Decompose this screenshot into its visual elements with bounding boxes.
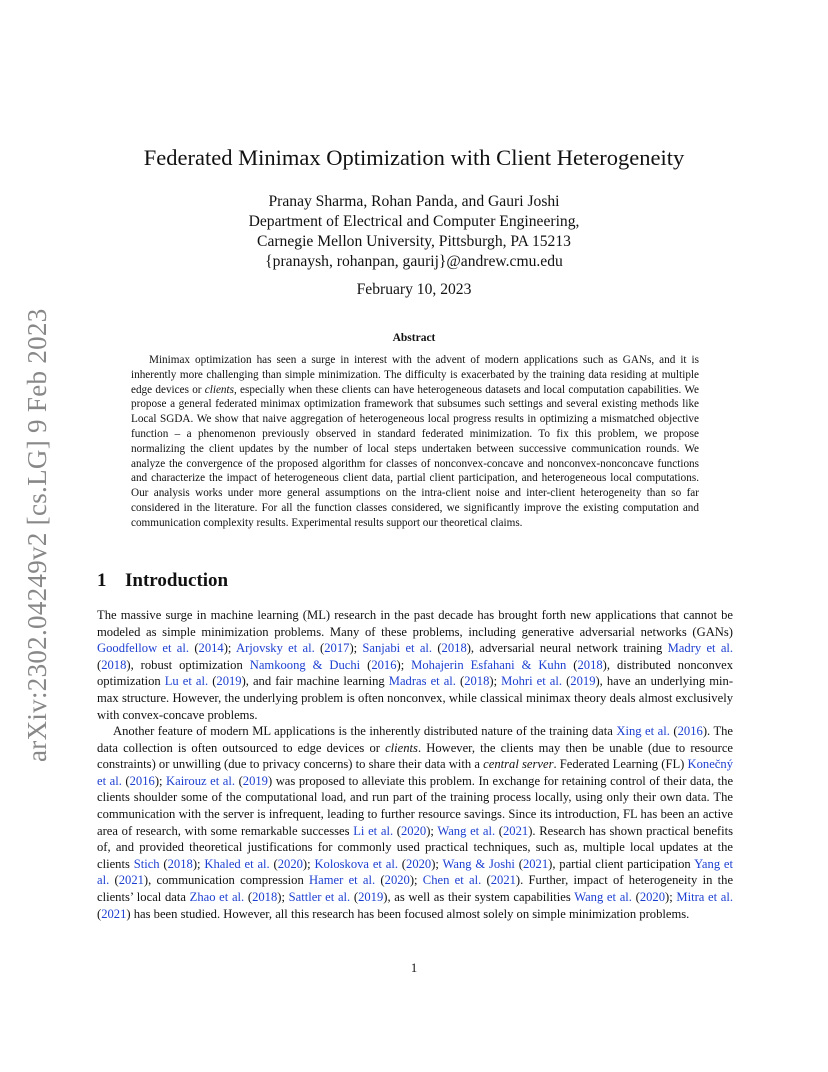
paragraph-text: ( <box>514 856 523 871</box>
paragraph-text: ( <box>397 856 407 871</box>
paragraph-text: ( <box>244 889 253 904</box>
paragraph-text: ); <box>192 856 205 871</box>
paragraph-text: ); <box>489 674 502 689</box>
intro-paragraph-1 <box>97 607 733 723</box>
citation-link[interactable]: Madry et al. <box>667 641 734 656</box>
paragraph-text: ( <box>455 674 465 689</box>
paragraph-text: ). Further, impact of heterogeneity in the clients’ local data <box>97 873 734 904</box>
paragraph-text: ); <box>396 657 412 672</box>
paragraph-text: ), distributed nonconvex optimization <box>97 657 734 689</box>
citation-link[interactable]: 2019 <box>358 889 384 904</box>
paragraph-text: The massive surge in machine learning (ML) research in the past decade has brought forth new applications that cannot be modeled as simple minimization problems. Many of these problems, including generative adversarial networks (GANs) <box>97 608 733 639</box>
paragraph-text: Another feature of modern ML applications is the inherently distributed nature of the training data <box>113 724 617 738</box>
emphasis-text: central server <box>483 757 554 772</box>
paragraph-text: ); <box>154 773 167 788</box>
paragraph-text: ( <box>669 724 678 738</box>
citation-link[interactable]: Konečný et al. <box>97 757 733 788</box>
abstract-emphasis: clients <box>204 383 234 396</box>
citation-link[interactable]: Mitra et al. <box>676 889 734 904</box>
citation-link[interactable]: 2017 <box>324 641 350 656</box>
paragraph-text: ); <box>665 889 677 904</box>
citation-link[interactable]: 2014 <box>198 641 224 656</box>
citation-link[interactable]: Mohajerin Esfahani & Kuhn <box>411 657 567 672</box>
paragraph-text: ); <box>431 856 443 871</box>
affiliation-department: Department of Electrical and Computer Engineering, <box>248 213 580 230</box>
citation-link[interactable]: Zhao et al. <box>189 889 245 904</box>
citation-link[interactable]: 2018 <box>167 856 193 871</box>
citation-link[interactable]: Hamer et al. <box>309 873 376 888</box>
abstract-text-part: Minimax optimization has seen a surge in interest with the advent of modern applications such as GANs, and it is inherently more challenging than simple minimization. The difficulty is exacerbated by the training data residing at multiple edge devices or <box>131 354 699 396</box>
citation-link[interactable]: Arjovsky et al. <box>236 641 315 656</box>
citation-link[interactable]: 2016 <box>677 724 703 738</box>
paragraph-text: ( <box>109 873 119 888</box>
paragraph-text: ( <box>432 641 442 656</box>
page-number: 1 <box>410 961 418 975</box>
intro-paragraph-2 <box>97 723 733 922</box>
citation-link[interactable]: Madras et al. <box>388 674 456 689</box>
paragraph-text: ); <box>426 823 438 838</box>
citation-link[interactable]: 2021 <box>101 906 127 921</box>
section-number: 1 <box>97 570 107 591</box>
paragraph-text: ( <box>481 873 491 888</box>
citation-link[interactable]: Khaled et al. <box>204 856 270 871</box>
paragraph-text: ); <box>223 641 236 656</box>
paragraph-text: ); <box>409 873 423 888</box>
paragraph-text: ( <box>269 856 278 871</box>
paragraph-text: ( <box>350 889 359 904</box>
citation-link[interactable]: 2019 <box>216 674 242 689</box>
citation-link[interactable]: Lu et al. <box>164 674 209 689</box>
citation-link[interactable]: 2018 <box>464 674 490 689</box>
citation-link[interactable]: 2020 <box>401 823 427 838</box>
citation-link[interactable]: Kairouz et al. <box>166 773 236 788</box>
paragraph-text: ( <box>495 823 503 838</box>
paragraph-text: ); <box>302 856 315 871</box>
affiliation-university: Carnegie Mellon University, Pittsburgh, PA 15213 <box>257 233 571 250</box>
citation-link[interactable]: 2020 <box>406 856 432 871</box>
paragraph-text: ( <box>208 674 217 689</box>
citation-link[interactable]: 2020 <box>277 856 303 871</box>
paragraph-text: ( <box>97 906 102 921</box>
citation-link[interactable]: 2016 <box>371 657 397 672</box>
paragraph-text: ( <box>562 674 571 689</box>
citation-link[interactable]: Yang et al. <box>97 856 734 888</box>
paper-date: February 10, 2023 <box>356 281 472 298</box>
citation-link[interactable]: Sanjabi et al. <box>362 641 433 656</box>
section-heading-introduction <box>97 570 228 592</box>
arxiv-identifier-stamp: arXiv:2302.04249v2 [cs.LG] 9 Feb 2023 <box>22 308 52 762</box>
citation-link[interactable]: Wang et al. <box>437 823 496 838</box>
citation-link[interactable]: 2018 <box>577 657 603 672</box>
paragraph-text: ), communication compression <box>143 873 310 888</box>
citation-link[interactable]: Xing et al. <box>616 724 670 738</box>
citation-link[interactable]: Chen et al. <box>422 873 482 888</box>
citation-link[interactable]: 2021 <box>118 873 144 888</box>
paragraph-text: ( <box>159 856 168 871</box>
paragraph-text: . Federated Learning (FL) <box>553 757 688 772</box>
paragraph-text: ( <box>97 657 102 672</box>
paragraph-text: ). The data collection is often outsourced to edge devices or <box>97 724 734 755</box>
paragraph-text: ( <box>375 873 385 888</box>
citation-link[interactable]: Wang et al. <box>574 889 632 904</box>
citation-link[interactable]: Sattler et al. <box>288 889 351 904</box>
citation-link[interactable]: 2021 <box>490 873 516 888</box>
abstract-text-part: , especially when these clients can have heterogeneous datasets and local computation capabilities. We propose a general federated minimax optimization framework that subsumes such settings and several existing methods like Local SGDA. We show that naive aggregation of heterogeneous local progress results in optimizing a mismatched objective function – a phenomenon previously observed in standard federated minimization. To fix this problem, we propose normalizing the client updates by the number of local steps undertaken between successive communication rounds. We analyze the convergence of the proposed algorithm for classes of nonconvex-concave and nonconvex-nonconcave functions and characterize the impact of heterogeneous client data, partial client participation, and heterogeneous local computations. Our analysis works under more general assumptions on the intra-client noise and inter-client heterogeneity than so far considered in the literature. For all the function classes considered, we significantly improve the existing computation and communication complexity results. Experimental results support our theoretical claims. <box>131 383 700 529</box>
citation-link[interactable]: 2021 <box>522 856 549 871</box>
paragraph-text: ( <box>566 657 578 672</box>
paragraph-text: ), adversarial neural network training <box>466 641 668 656</box>
citation-link[interactable]: Goodfellow et al. <box>97 641 190 656</box>
paragraph-text: ), as well as their system capabilities <box>383 889 575 904</box>
section-title: Introduction <box>125 570 229 591</box>
citation-link[interactable]: Mohri et al. <box>501 674 563 689</box>
citation-link[interactable]: 2018 <box>252 889 278 904</box>
paragraph-text: ), robust optimization <box>126 657 250 672</box>
paragraph-text: ( <box>235 773 243 788</box>
paragraph-text: ) was proposed to alleviate this problem. In exchange for retaining control of their data, the clients shoulder some of the computational load, and run part of the training process locally, using only their own data. The communication with the server is infrequent, leading to further resource savings. Since its introduction, FL has been an active area of research, with some remarkable successes <box>97 773 734 838</box>
citation-link[interactable]: Koloskova et al. <box>314 856 398 871</box>
citation-link[interactable]: Namkoong & Duchi <box>249 657 361 672</box>
citation-link[interactable]: 2020 <box>384 873 410 888</box>
paragraph-text: ), and fair machine learning <box>241 674 389 689</box>
paragraph-text: ( <box>360 657 372 672</box>
citation-link[interactable]: 2019 <box>570 674 596 689</box>
citation-link[interactable]: 2018 <box>101 657 127 672</box>
emphasis-text: clients <box>385 740 418 755</box>
author-block <box>0 192 828 272</box>
paragraph-text: ( <box>631 889 640 904</box>
paragraph-text: ), have an underlying min-max structure. However, the underlying problem is often nonconvex, while classical minimax theory deals almost exclusively with convex-concave problems. <box>97 674 734 722</box>
citation-link[interactable]: 2018 <box>441 641 467 656</box>
paragraph-text: ( <box>121 773 130 788</box>
paragraph-text: ). Research has shown practical benefits of, and provided theoretical justifications for commonly used practical techniques, such as, multiple local updates at the clients <box>97 823 733 871</box>
paragraph-text: ( <box>314 641 325 656</box>
author-emails[interactable]: {pranaysh, rohanpan, gaurij}@andrew.cmu.edu <box>265 253 563 270</box>
paper-title: Federated Minimax Optimization with Client Heterogeneity <box>143 145 685 170</box>
citation-link[interactable]: Stich <box>133 856 160 871</box>
paragraph-text: ) has been studied. However, all this research has been focused almost solely on simple minimization problems. <box>126 906 690 921</box>
paragraph-text: . However, the clients may then be unable (due to resource constraints) or unwilling (due to privacy concerns) to share their data with a <box>97 740 734 772</box>
abstract-text <box>131 353 699 531</box>
paragraph-text: ( <box>189 641 199 656</box>
citation-link[interactable]: Wang & Joshi <box>442 856 515 871</box>
paragraph-text: ), partial client participation <box>548 856 695 871</box>
citation-link[interactable]: 2021 <box>503 823 529 838</box>
author-names: Pranay Sharma, Rohan Panda, and Gauri Joshi <box>268 193 560 210</box>
paragraph-text: ( <box>393 823 401 838</box>
citation-link[interactable]: 2016 <box>129 773 155 788</box>
citation-link[interactable]: 2020 <box>639 889 665 904</box>
paragraph-text: ); <box>349 641 363 656</box>
abstract-heading: Abstract <box>392 332 436 344</box>
paragraph-text: ); <box>277 889 289 904</box>
citation-link[interactable]: Li et al. <box>353 823 394 838</box>
citation-link[interactable]: 2019 <box>242 773 268 788</box>
